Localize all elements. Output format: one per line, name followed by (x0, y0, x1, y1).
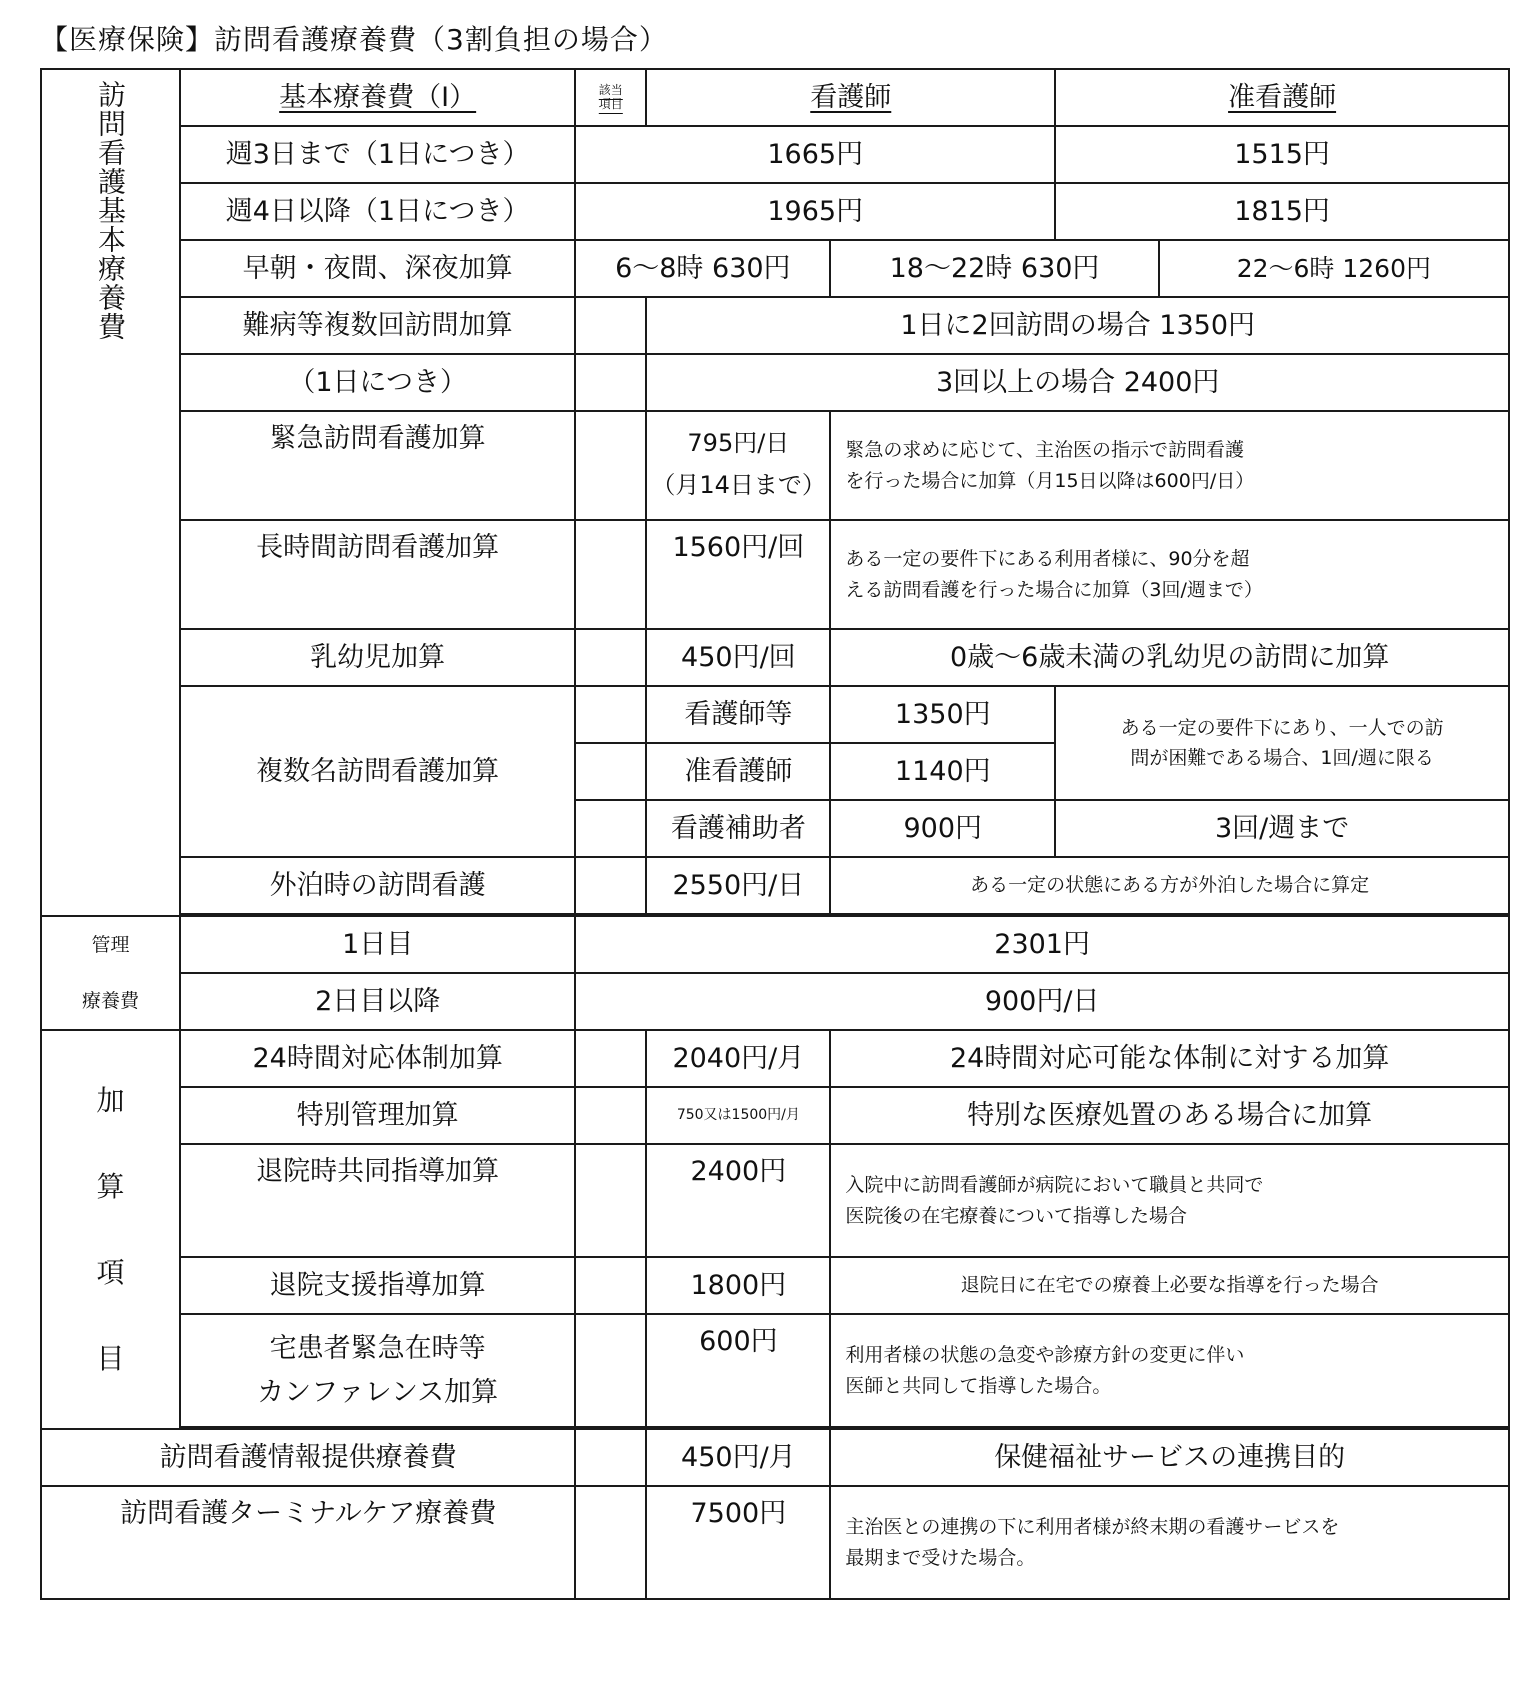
multi-visit-thrice: 3回以上の場合 2400円 (646, 354, 1509, 411)
table-row (41, 1429, 1509, 1486)
header-basic: 基本療養費（Ⅰ） (180, 69, 575, 126)
assistant-fee: 1815円 (1055, 183, 1509, 240)
row-label: 週4日以降（1日につき） (180, 183, 575, 240)
table-row (41, 1486, 1509, 1599)
overnight-note: ある一定の状態にある方が外泊した場合に算定 (830, 857, 1509, 914)
night-fee: 18～22時 630円 (830, 240, 1158, 297)
row-label: （1日につき） (180, 354, 575, 411)
header-row (41, 69, 1509, 126)
table-row (41, 916, 1509, 973)
row-label: 難病等複数回訪問加算 (180, 297, 575, 354)
applicable-cell (575, 686, 646, 743)
table-row (41, 240, 1509, 297)
addon-fee: 2040円/月 (646, 1030, 830, 1087)
extra-fee: 450円/月 (646, 1429, 830, 1486)
applicable-cell (575, 1144, 646, 1257)
staff-fee: 900円 (830, 800, 1055, 857)
staff-role: 看護師等 (646, 686, 830, 743)
group-basic-cell (41, 69, 180, 916)
applicable-cell (575, 1087, 646, 1144)
applicable-cell (575, 297, 646, 354)
multi-visit-twice: 1日に2回訪問の場合 1350円 (646, 297, 1509, 354)
row-label: 外泊時の訪問看護 (180, 857, 575, 914)
table-row (41, 1314, 1509, 1427)
extra-fee: 7500円 (646, 1486, 830, 1599)
header-nurse: 看護師 (646, 69, 1055, 126)
group-addons-cell: 加 算 項 目 (41, 1030, 180, 1429)
addon-fee: 2400円 (646, 1144, 830, 1257)
applicable-cell (575, 629, 646, 686)
table-row (41, 629, 1509, 686)
nurse-fee: 1665円 (575, 126, 1055, 183)
row-label: 宅患者緊急在時等 カンファレンス加算 (180, 1314, 575, 1427)
fee-table (40, 68, 1510, 1600)
table-row (41, 686, 1509, 743)
row-label: 緊急訪問看護加算 (180, 411, 575, 520)
applicable-cell (575, 1314, 646, 1427)
applicable-cell (575, 520, 646, 629)
addon-fee: 750又は1500円/月 (646, 1087, 830, 1144)
staff-fee: 1140円 (830, 743, 1055, 800)
page-title: 【医療保険】訪問看護療養費（3割負担の場合） (40, 23, 668, 56)
applicable-cell (575, 1030, 646, 1087)
early-fee: 6～8時 630円 (575, 240, 830, 297)
nurse-fee: 1965円 (575, 183, 1055, 240)
addon-note: 24時間対応可能な体制に対する加算 (830, 1030, 1509, 1087)
multi-staff-limit: 3回/週まで (1055, 800, 1509, 857)
overnight-fee: 2550円/日 (646, 857, 830, 914)
addon-fee: 1800円 (646, 1257, 830, 1314)
emergency-fee: 795円/日 （月14日まで） (646, 411, 830, 520)
row-label: 2日目以降 (180, 973, 575, 1030)
row-label: 訪問看護ターミナルケア療養費 (41, 1486, 575, 1599)
header-assistant-nurse: 准看護師 (1055, 69, 1509, 126)
staff-fee: 1350円 (830, 686, 1055, 743)
infant-note: 0歳～6歳未満の乳幼児の訪問に加算 (830, 629, 1509, 686)
row-label: 週3日まで（1日につき） (180, 126, 575, 183)
row-label: 24時間対応体制加算 (180, 1030, 575, 1087)
applicable-cell (575, 800, 646, 857)
applicable-cell (575, 1257, 646, 1314)
addon-note: 利用者様の状態の急変や診療方針の変更に伴い 医師と共同して指導した場合。 (830, 1314, 1509, 1427)
table-row (41, 520, 1509, 629)
applicable-cell (575, 354, 646, 411)
table-row (41, 1144, 1509, 1257)
long-visit-note: ある一定の要件下にある利用者様に、90分を超 える訪問看護を行った場合に加算（3回/週まで） (830, 520, 1509, 629)
table-row (41, 411, 1509, 520)
extra-note: 主治医との連携の下に利用者様が終末期の看護サービスを 最期まで受けた場合。 (830, 1486, 1509, 1599)
addon-note: 特別な医療処置のある場合に加算 (830, 1087, 1509, 1144)
management-fee: 2301円 (575, 916, 1509, 973)
addon-note: 退院日に在宅での療養上必要な指導を行った場合 (830, 1257, 1509, 1314)
row-label: 長時間訪問看護加算 (180, 520, 575, 629)
row-label: 1日目 (180, 916, 575, 973)
row-label: 複数名訪問看護加算 (180, 686, 575, 857)
table-row (41, 354, 1509, 411)
addon-note: 入院中に訪問看護師が病院において職員と共同で 医院後の在宅療養について指導した場合 (830, 1144, 1509, 1257)
table-row (41, 1087, 1509, 1144)
row-label: 早朝・夜間、深夜加算 (180, 240, 575, 297)
multi-staff-note: ある一定の要件下にあり、一人での訪 問が困難である場合、1回/週に限る (1055, 686, 1509, 800)
table-row (41, 973, 1509, 1030)
extra-note: 保健福祉サービスの連携目的 (830, 1429, 1509, 1486)
table-row (41, 297, 1509, 354)
row-label: 訪問看護情報提供療養費 (41, 1429, 575, 1486)
infant-fee: 450円/回 (646, 629, 830, 686)
group-management-cell: 管理 療養費 (41, 916, 180, 1030)
row-label: 退院支援指導加算 (180, 1257, 575, 1314)
table-row (41, 1030, 1509, 1087)
applicable-cell (575, 743, 646, 800)
applicable-cell (575, 411, 646, 520)
row-label: 退院時共同指導加算 (180, 1144, 575, 1257)
table-row (41, 126, 1509, 183)
table-row (41, 183, 1509, 240)
emergency-note: 緊急の求めに応じて、主治医の指示で訪問看護 を行った場合に加算（月15日以降は600円/日） (830, 411, 1509, 520)
staff-role: 看護補助者 (646, 800, 830, 857)
row-label: 乳幼児加算 (180, 629, 575, 686)
applicable-cell (575, 1429, 646, 1486)
group-basic-label: 訪問看護基本療養費 (94, 80, 128, 341)
staff-role: 准看護師 (646, 743, 830, 800)
management-fee: 900円/日 (575, 973, 1509, 1030)
applicable-cell (575, 857, 646, 914)
late-night-fee: 22～6時 1260円 (1159, 240, 1509, 297)
table-row (41, 1257, 1509, 1314)
assistant-fee: 1515円 (1055, 126, 1509, 183)
table-row (41, 857, 1509, 914)
addon-fee: 600円 (646, 1314, 830, 1427)
long-visit-fee: 1560円/回 (646, 520, 830, 629)
applicable-cell (575, 1486, 646, 1599)
row-label: 特別管理加算 (180, 1087, 575, 1144)
header-applicable: 該当 項目 (575, 69, 646, 126)
